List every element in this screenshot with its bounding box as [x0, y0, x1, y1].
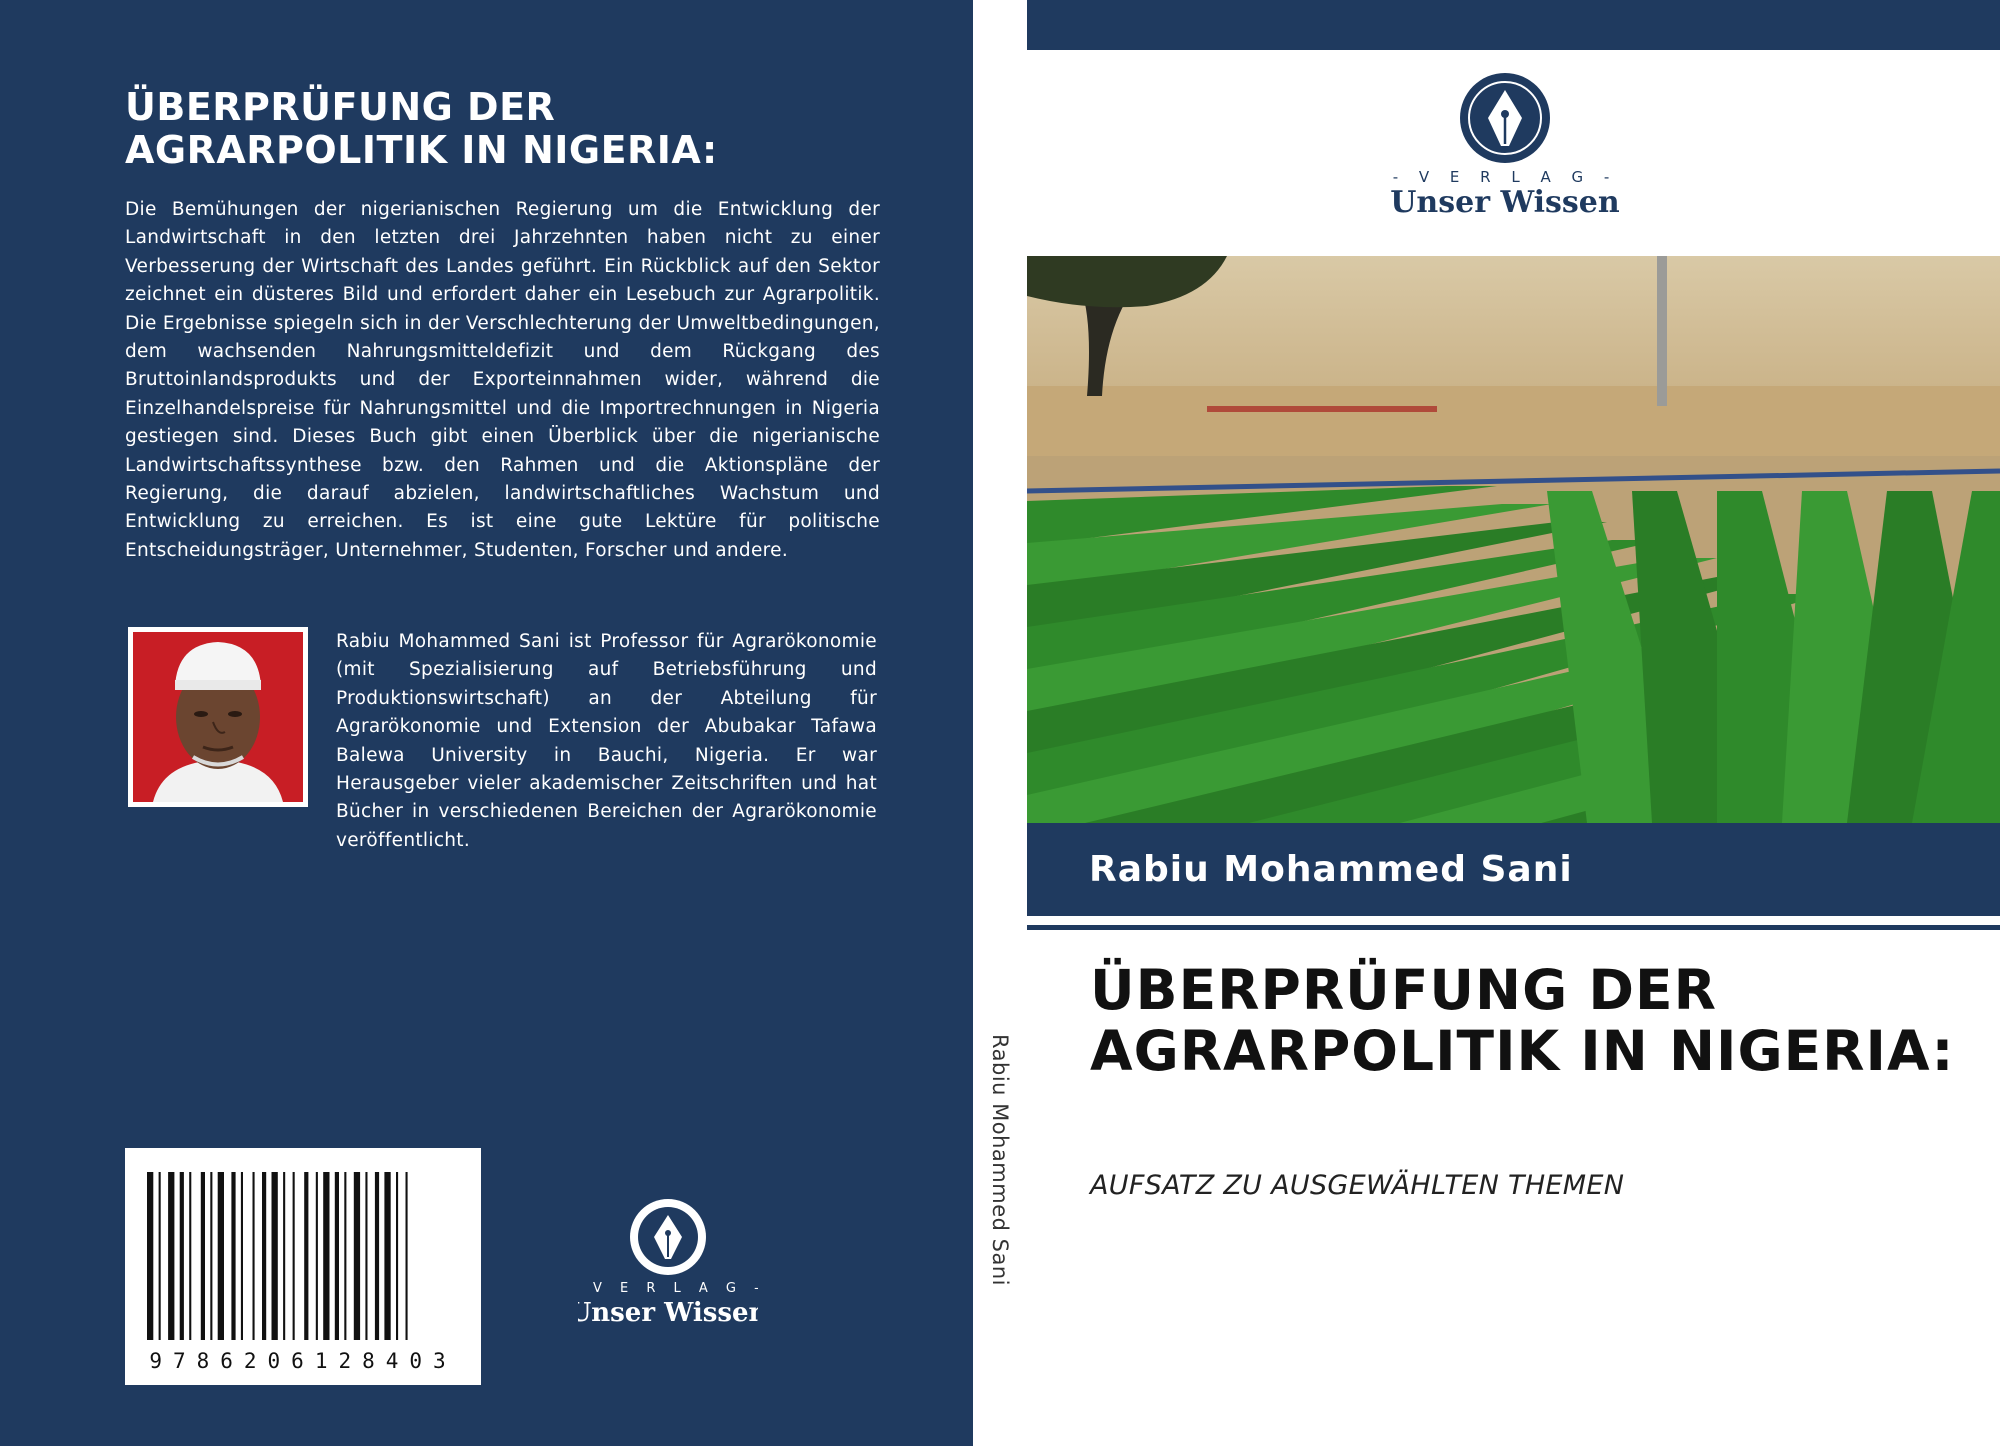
divider-rule — [1027, 925, 2000, 930]
back-publisher-logo — [578, 1197, 758, 1327]
isbn-number: 9786206128403 — [149, 1349, 457, 1373]
front-cover-title: ÜBERPRÜFUNG DER AGRARPOLITIK IN NIGERIA: — [1090, 958, 1955, 1083]
author-band — [1027, 823, 2000, 916]
back-cover-title: ÜBERPRÜFUNG DER AGRARPOLITIK IN NIGERIA: — [125, 85, 718, 172]
author-photo — [128, 627, 308, 807]
back-logo-verlag: - V E R L A G - — [578, 1281, 758, 1296]
back-cover — [0, 0, 973, 1446]
front-publisher-logo — [1380, 70, 1630, 220]
front-cover-subtitle: AUFSATZ ZU AUSGEWÄHLTEN THEMEN — [1090, 1170, 1625, 1201]
author-portrait-icon — [133, 632, 303, 802]
spine-author: Rabiu Mohammed Sani — [988, 1034, 1012, 1286]
front-logo-name: Unser Wissen — [1390, 185, 1620, 220]
isbn-barcode — [125, 1148, 481, 1385]
cover-photo-field — [1027, 256, 2000, 823]
back-logo-name: Unser Wissen — [578, 1298, 758, 1327]
book-blurb: Die Bemühungen der nigerianischen Regierung um die Entwicklung der Landwirtschaft in den letzten drei Jahrzehnten haben nicht zu einer Verbesserung der Wirtschaft des Landes geführt. Ein Rückblick auf den Sektor zeichnet ein düsteres Bild und erfordert daher ein Lesebuch zur Agrarpolitik. Die Ergebnisse spiegeln sich in der Verschlechterung der Umweltbedingungen, dem wachsenden Nahrungsmitteldefizit und dem Rückgang des Bruttoinlandsprodukts und der Exporteinnahmen wider, während die Einzelhandelspreise für Nahrungsmittel und die Importrechnungen in Nigeria gestiegen sind. Dieses Buch gibt einen Überblick über die nigerianische Landwirtschaftssynthese bzw. den Rahmen und die Aktionspläne der Regierung, die darauf abzielen, landwirtschaftliches Wachstum und Entwicklung zu erreichen. Es ist eine gute Lektüre für politische Entscheidungsträger, Unternehmer, Studenten, Forscher und andere. — [125, 199, 880, 561]
front-top-bar — [1027, 0, 2000, 50]
front-author-name: Rabiu Mohammed Sani — [1089, 849, 1573, 890]
author-bio: Rabiu Mohammed Sani ist Professor für Agrarökonomie (mit Spezialisierung auf Betriebsführung und Produktionswirtschaft) an der Abteilung für Agrarökonomie und Extension der Abubakar Tafawa Balewa University in Bauchi, Nigeria. Er war Herausgeber vieler akademischer Zeitschriften und hat Bücher in verschiedenen Bereichen der Agrarökonomie veröffentlicht. — [336, 631, 877, 851]
front-logo-verlag: - V E R L A G - — [1392, 168, 1618, 186]
